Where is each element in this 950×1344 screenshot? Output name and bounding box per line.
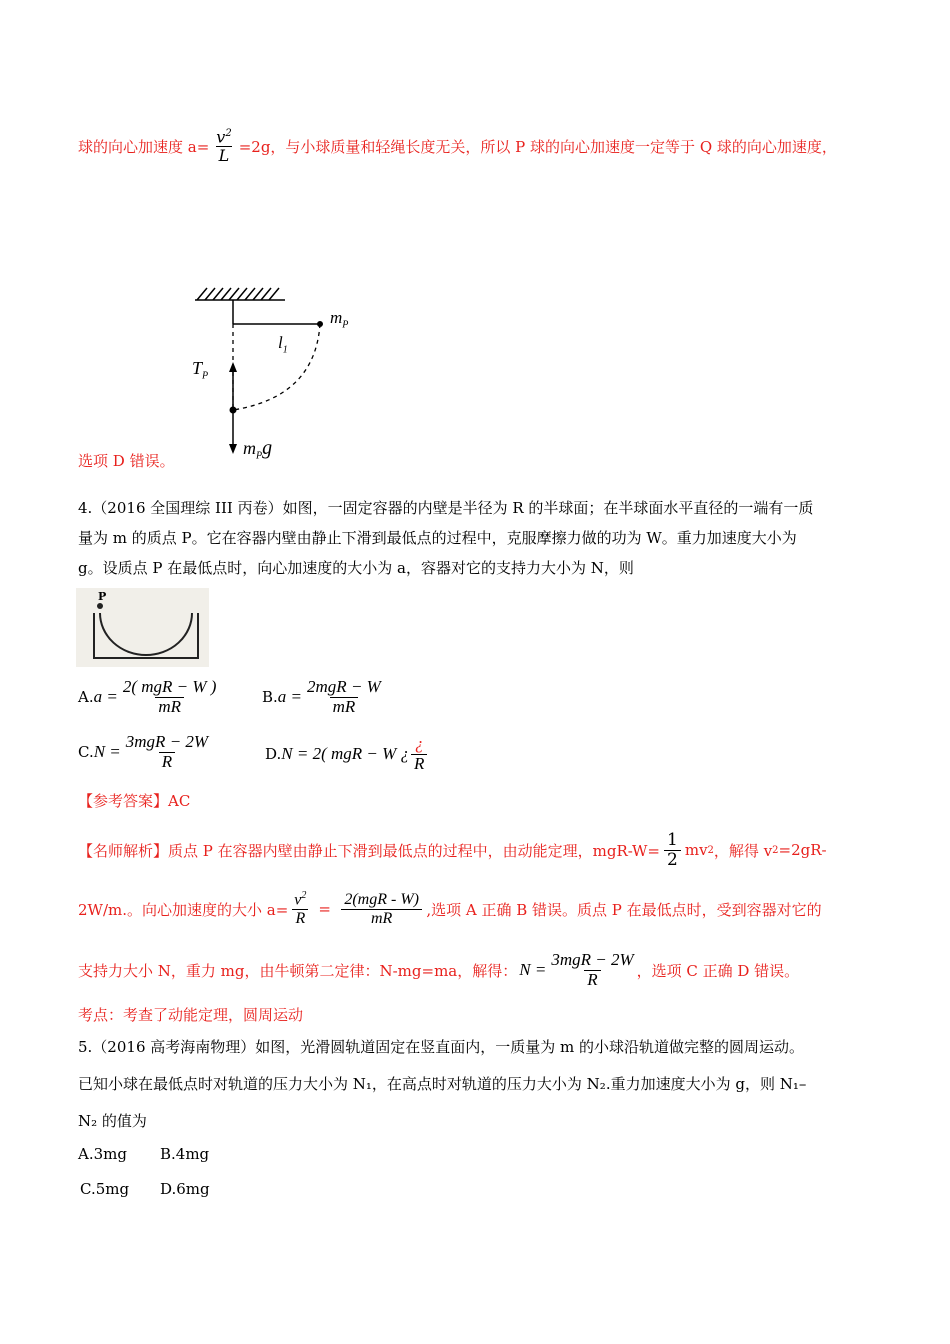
q4-line2: 量为 m 的质点 P。它在容器内壁由静止下滑到最低点的过程中，克服摩擦力做的功为 W。重力加速度大小为: [78, 529, 797, 547]
answer-line: 【参考答案】AC: [78, 792, 191, 810]
q5-option-a: A.3mg: [78, 1145, 127, 1163]
q5-line2: 已知小球在最低点时对轨道的压力大小为 N₁，在高点时对轨道的压力大小为 N₂.重力加速度大小为 g，则 N₁–: [78, 1075, 807, 1093]
intro-prefix: 球的向心加速度 a=: [78, 137, 210, 156]
label-tp: $T_P$: [192, 358, 209, 382]
q5-line1: 5.（2016 高考海南物理）如图，光滑圆轨道固定在竖直面内，一质量为 m 的小球沿轨道做完整的圆周运动。: [78, 1038, 805, 1056]
label-l1: $l_1$: [278, 333, 288, 356]
ceiling-hatch: [195, 288, 285, 300]
label-mp: $m_P$: [330, 308, 349, 331]
container-figure: [76, 588, 209, 667]
label-mpg: $m_Pg$: [243, 437, 273, 462]
analysis-line2: 2W/m.。向心加速度的大小 a= $\frac{v^2}{R}$ = $\frac{\text{2(mgR - W)}}{mR}$ ,选项 A 正确 B 错误。质点 P 在最低点时，受到容器对它的: [78, 890, 822, 928]
intro-line: [78, 116, 837, 176]
intro-frac-den: L: [216, 146, 233, 165]
q4-line1: 4.（2016 全国理综 III 丙卷）如图，一固定容器的内壁是半径为 R 的半球面；在半球面水平直径的一端有一质: [78, 499, 814, 517]
intro-fraction: $\frac{v^2}{L}$: [216, 127, 232, 165]
intro-frac-num: v: [216, 127, 226, 147]
analysis-line1: 【名师解析】 质点 P 在容器内壁由静止下滑到最低点的过程中，由动能定理，mgR-W= $\frac{1}{2}$ mv 2 ，解得 v 2 =2gR-: [78, 829, 827, 870]
tension-arrow: [229, 362, 237, 372]
q5-option-c: C.5mg: [80, 1180, 130, 1198]
q4-line3: g。设质点 P 在最低点时，向心加速度的大小为 a，容器对它的支持力大小为 N，则: [78, 559, 634, 577]
option-a: A. a = $\frac{\text{2( mgR − W )}}{mR}$: [78, 677, 217, 716]
option-d: D. N = 2( mgR − W ¿ $\frac{¿}{R}$: [265, 735, 427, 773]
weight-arrow: [229, 444, 237, 454]
option-b: B. a = $\frac{\text{2mgR − W}}{mR}$: [262, 677, 381, 716]
container-label-p: P: [98, 590, 107, 603]
analysis-line3: 支持力大小 N，重力 mg，由牛顿第二定律：N-mg=ma，解得： N = $\frac{\text{3mgR − 2W}}{R}$ ，选项 C 正确 D 错误。: [78, 949, 800, 989]
q5-option-b: B.4mg: [160, 1145, 210, 1163]
q5-line3: N₂ 的值为: [78, 1112, 147, 1130]
conclusion-d: 选项 D 错误。: [78, 452, 175, 470]
intro-suffix: =2g，与小球质量和轻绳长度无关，所以 P 球的向心加速度一定等于 Q 球的向心加速度，: [238, 137, 837, 156]
arc-path: [233, 324, 320, 410]
kaodian: 考点：考查了动能定理，圆周运动: [78, 1006, 304, 1024]
option-c: C. N = $\frac{\text{3mgR − 2W}}{R}$: [78, 732, 209, 771]
q5-option-d: D.6mg: [160, 1180, 210, 1198]
